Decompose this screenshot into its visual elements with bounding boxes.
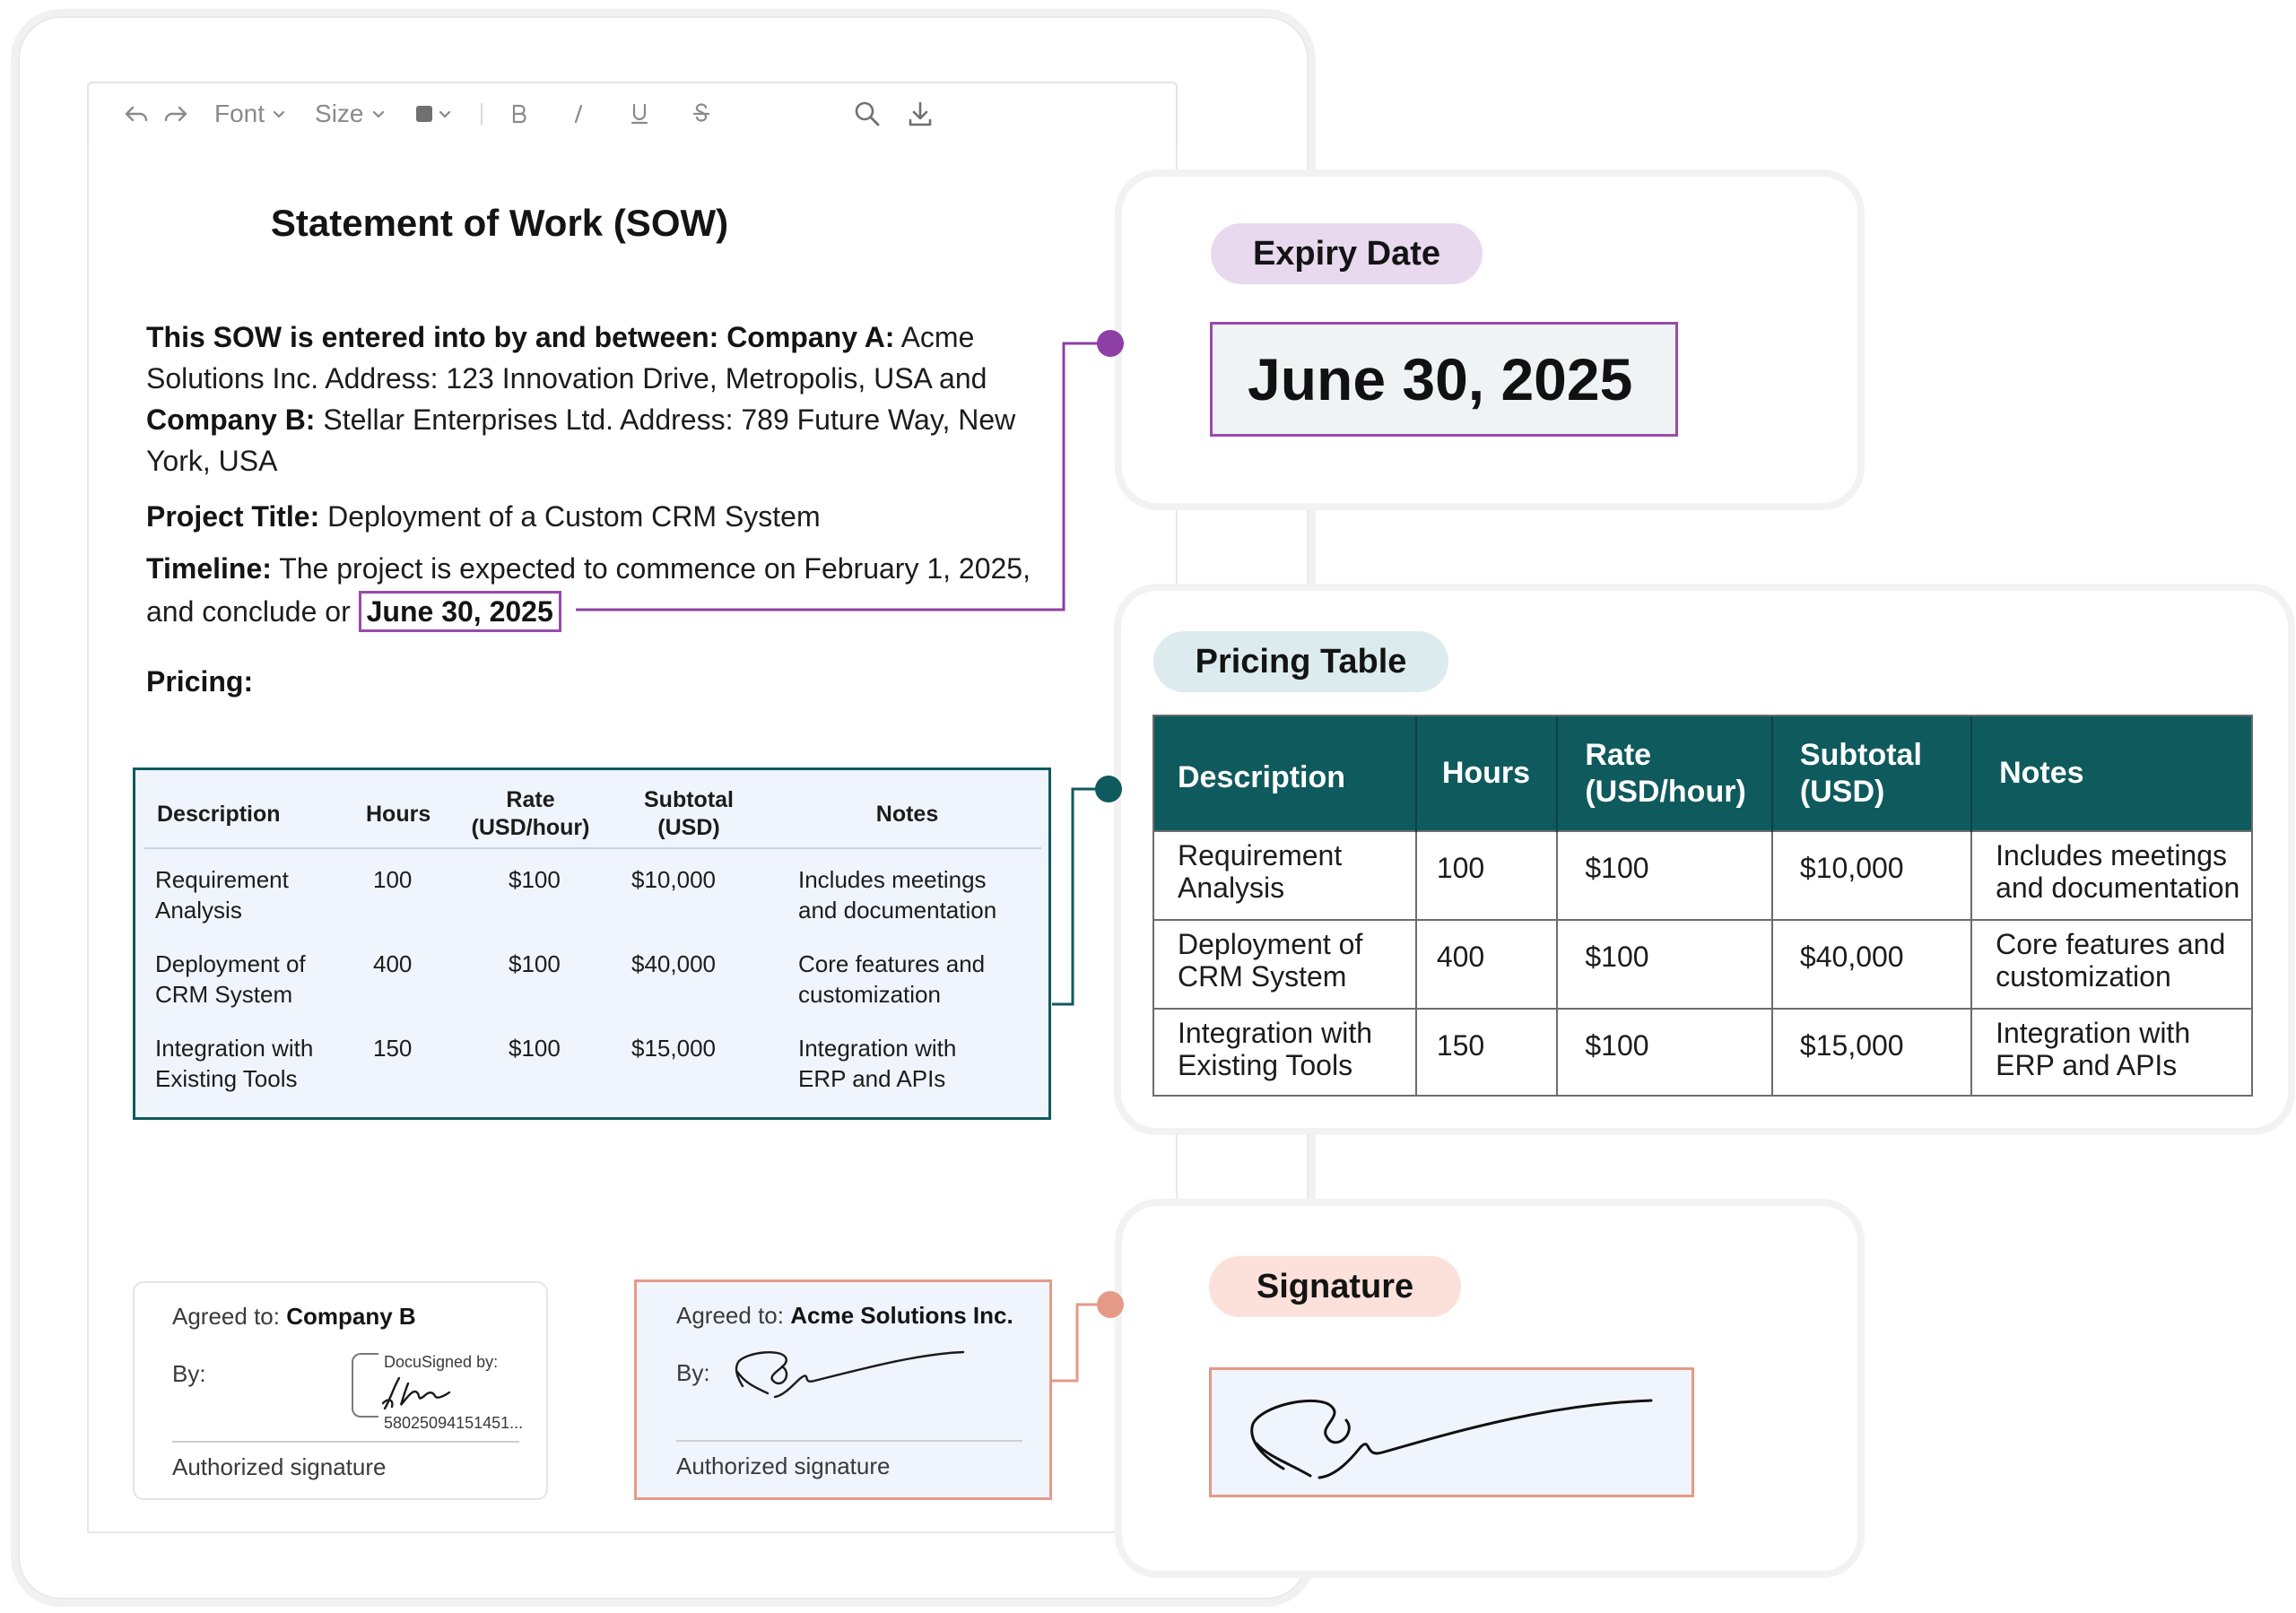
authorized-signature-label: Authorized signature xyxy=(676,1453,891,1479)
signature-badge: Signature xyxy=(1209,1256,1461,1317)
table-cell: Integration with Existing Tools xyxy=(155,1035,314,1092)
expiry-date-badge: Expiry Date xyxy=(1211,223,1483,284)
company-b-label: Company B: xyxy=(146,403,316,436)
column-header: Description xyxy=(144,786,343,848)
column-header: Subtotal (USD) xyxy=(604,786,773,848)
table-cell: Includes meetings and documentation xyxy=(1971,831,2251,920)
column-header: Rate (USD/hour) xyxy=(1557,716,1772,831)
table-cell: Integration with ERP and APIs xyxy=(798,1035,957,1092)
pricing-table-badge: Pricing Table xyxy=(1153,631,1448,692)
document-title: Statement of Work (SOW) xyxy=(270,202,729,244)
table-cell: 400 xyxy=(373,950,413,977)
table-cell: $15,000 xyxy=(631,1035,716,1062)
table-cell: Integration with Existing Tools xyxy=(1154,1009,1416,1095)
table-cell: $10,000 xyxy=(1772,831,1971,920)
docusign-label: DocuSigned by: xyxy=(384,1353,499,1371)
expiry-connector xyxy=(576,330,1124,610)
by-label: By: xyxy=(676,1359,710,1386)
column-header: Rate (USD/hour) xyxy=(457,786,604,848)
pricing-connector xyxy=(1052,776,1122,1004)
table-cell: Core features and customization xyxy=(1971,920,2251,1009)
table-cell: $100 xyxy=(509,950,561,977)
column-header: Hours xyxy=(1416,716,1558,831)
table-cell: 100 xyxy=(373,866,413,893)
expiry-date-highlight[interactable]: June 30, 2025 xyxy=(359,591,561,632)
project-title-value: Deployment of a Custom CRM System xyxy=(319,500,821,533)
company-b-details: Stellar Enterprises Ltd. Address: 789 Future Way, New York, USA xyxy=(146,403,1016,477)
company-a-details: Acme Solutions Inc. Address: 123 Innovation Drive, Metropolis, USA and xyxy=(146,321,987,395)
table-cell: 150 xyxy=(373,1035,413,1062)
font-dropdown-label: Font xyxy=(214,100,265,127)
column-header: Notes xyxy=(773,786,1041,848)
pricing-label: Pricing: xyxy=(146,665,254,698)
table-cell: Core features and customization xyxy=(798,950,986,1008)
table-cell: Requirement Analysis xyxy=(1154,831,1416,920)
table-cell: $100 xyxy=(509,866,561,893)
intro-lead: This SOW is entered into by and between: Company A: xyxy=(146,321,895,353)
column-header: Hours xyxy=(343,786,457,848)
project-title-label: Project Title: xyxy=(146,500,320,533)
table-cell: 100 xyxy=(1416,831,1558,920)
table-cell: 400 xyxy=(1416,920,1558,1009)
table-cell: Deployment of CRM System xyxy=(155,950,306,1008)
authorized-signature-label: Authorized signature xyxy=(172,1453,387,1480)
table-cell: $100 xyxy=(509,1035,561,1062)
table-cell: 150 xyxy=(1416,1009,1558,1095)
size-dropdown-label: Size xyxy=(315,100,364,127)
column-header: Subtotal (USD) xyxy=(1772,716,1971,831)
agreed-to-label: Agreed to: xyxy=(676,1302,784,1329)
timeline-label: Timeline: xyxy=(146,552,272,585)
column-header: Description xyxy=(1154,716,1416,831)
table-cell: Integration with ERP and APIs xyxy=(1971,1009,2251,1095)
table-cell: Includes meetings and documentation xyxy=(798,866,997,924)
table-cell: $40,000 xyxy=(1772,920,1971,1009)
table-cell: $100 xyxy=(1557,831,1772,920)
table-cell: Deployment of CRM System xyxy=(1154,920,1416,1009)
agreed-party-name: Company B xyxy=(286,1303,416,1330)
agreed-party-name: Acme Solutions Inc. xyxy=(790,1302,1013,1329)
column-header: Notes xyxy=(1971,716,2251,831)
table-cell: $100 xyxy=(1557,1009,1772,1095)
table-cell: $15,000 xyxy=(1772,1009,1971,1095)
docusign-id: 58025094151451... xyxy=(384,1414,524,1432)
signature-connector xyxy=(1052,1291,1124,1381)
expiry-date-value[interactable]: June 30, 2025 xyxy=(1210,322,1678,437)
by-label: By: xyxy=(172,1360,206,1387)
table-cell: Requirement Analysis xyxy=(155,866,289,924)
table-cell: $40,000 xyxy=(631,950,716,977)
table-cell: $100 xyxy=(1557,920,1772,1009)
agreed-to-label: Agreed to: xyxy=(172,1303,280,1330)
timeline-text: The project is expected to commence on February 1, 2025, and conclude or xyxy=(146,552,1031,628)
table-cell: $10,000 xyxy=(631,866,716,893)
